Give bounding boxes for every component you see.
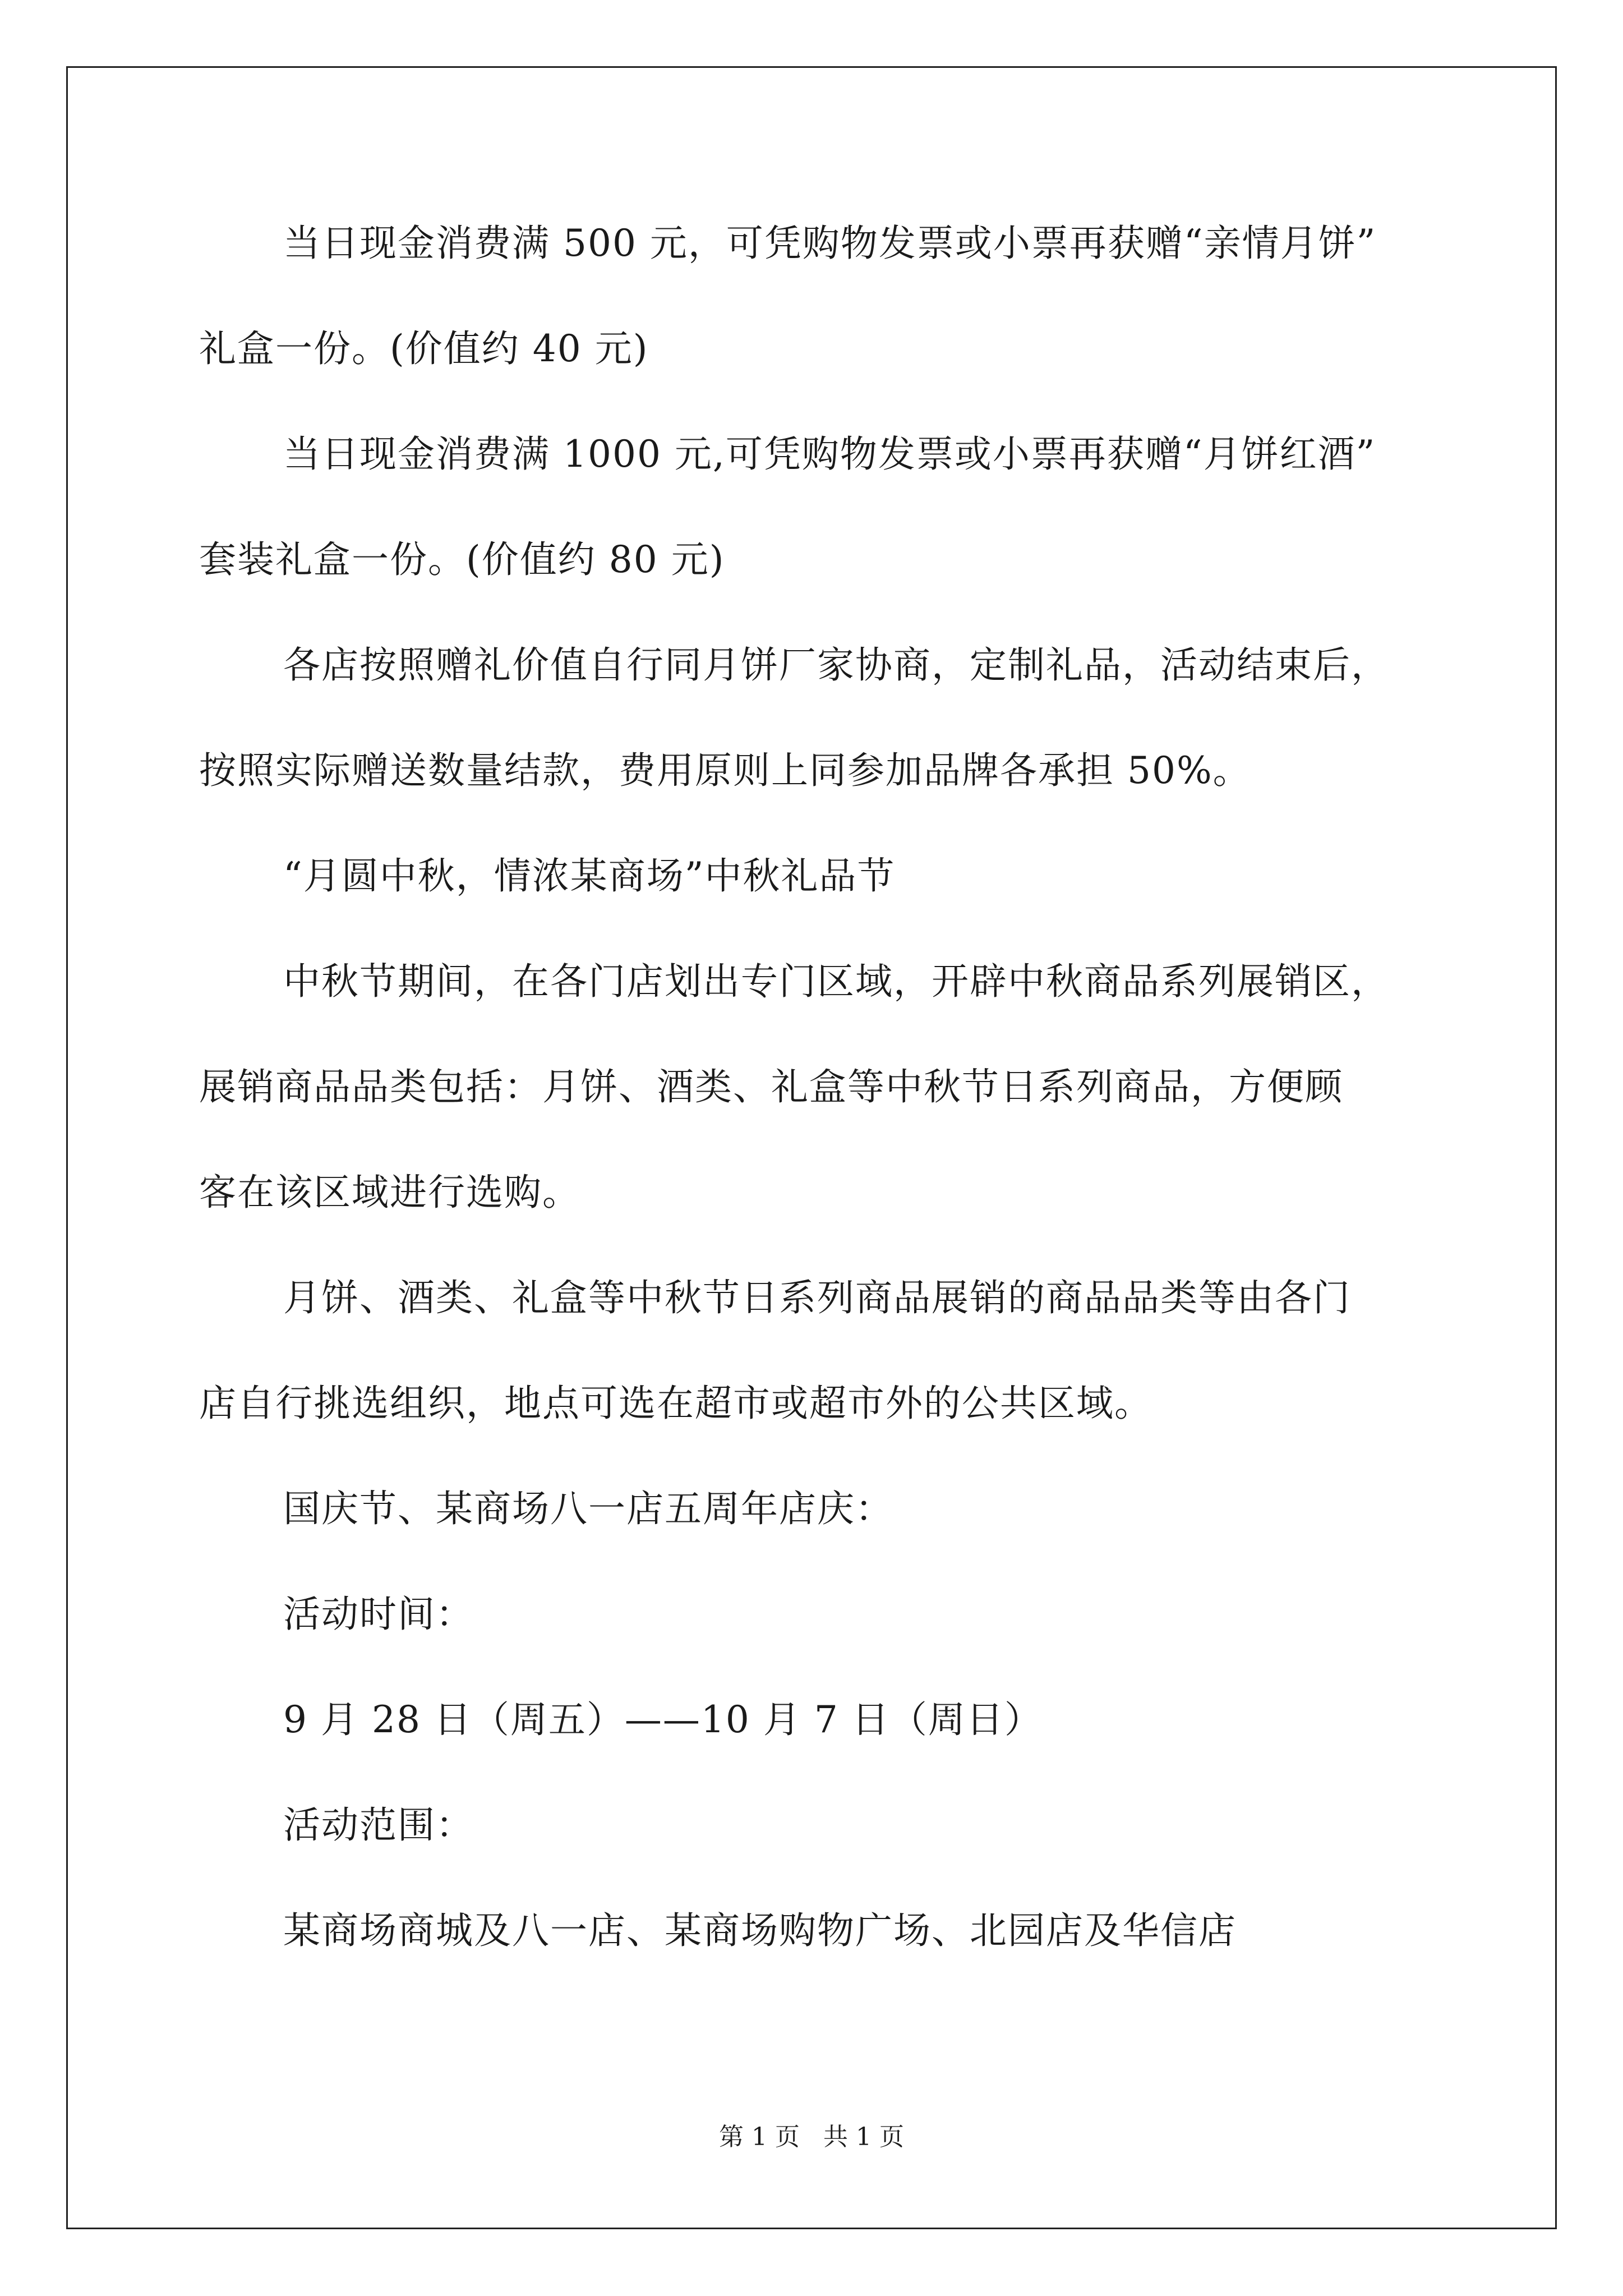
paragraph-line: 客在该区域进行选购。	[199, 1171, 580, 1214]
field-value: 某商场商城及八一店、某商场购物广场、北园店及华信店	[283, 1909, 1237, 1952]
paragraph-line: 套装礼盒一份。(价值约 80 元)	[199, 538, 725, 581]
paragraph-line: 礼盒一份。(价值约 40 元)	[199, 327, 649, 370]
field-label: 活动范围：	[283, 1803, 474, 1847]
paragraph-line: 当日现金消费满 1000 元,可凭购物发票或小票再获赠“月饼红酒”	[283, 432, 1376, 476]
paragraph-line: 月饼、酒类、礼盒等中秋节日系列商品展销的商品品类等由各门	[283, 1276, 1351, 1319]
paragraph-line: 各店按照赠礼价值自行同月饼厂家协商，定制礼品，活动结束后，	[283, 643, 1389, 687]
paragraph-line: 中秋节期间，在各门店划出专门区域，开辟中秋商品系列展销区，	[283, 960, 1389, 1003]
section-heading: 国庆节、某商场八一店五周年店庆：	[283, 1487, 893, 1530]
paragraph-line: 按照实际赠送数量结款，费用原则上同参加品牌各承担 50%。	[199, 749, 1251, 792]
paragraph-line: 展销商品品类包括：月饼、酒类、礼盒等中秋节日系列商品，方便顾	[199, 1065, 1343, 1108]
page-number: 第 1 页 共 1 页	[719, 2123, 904, 2151]
paragraph-line: 当日现金消费满 500 元，可凭购物发票或小票再获赠“亲情月饼”	[283, 222, 1377, 265]
document-body	[199, 191, 1427, 1984]
field-value: 9 月 28 日（周五）——10 月 7 日（周日）	[283, 1698, 1043, 1741]
paragraph-line: 店自行挑选组织，地点可选在超市或超市外的公共区域。	[199, 1382, 1152, 1425]
field-label: 活动时间：	[283, 1593, 474, 1636]
section-heading: “月圆中秋，情浓某商场”中秋礼品节	[283, 854, 896, 898]
